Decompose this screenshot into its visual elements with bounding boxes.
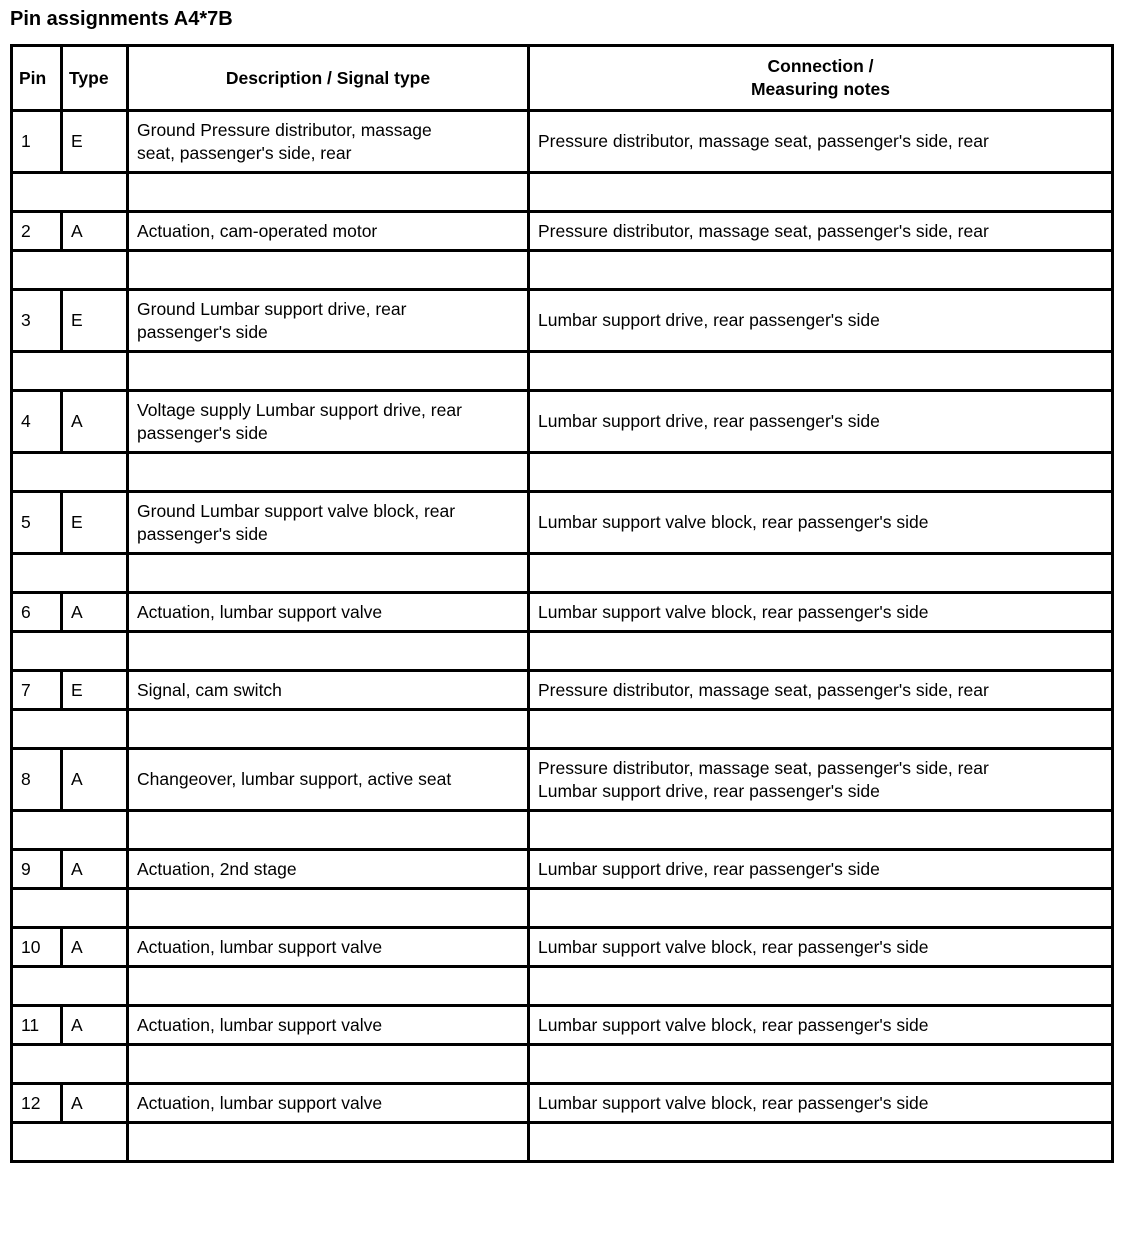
type-cell: A xyxy=(62,850,128,889)
description-line: Actuation, lumbar support valve xyxy=(137,1014,383,1035)
blank-pin-type-cell xyxy=(12,967,128,1006)
pin-cell: 1 xyxy=(12,111,62,173)
table-row xyxy=(12,1006,1113,1045)
description-line: Ground Lumbar support drive, rear xyxy=(137,298,407,319)
connection-cell xyxy=(529,1084,1113,1123)
description-line: Actuation, cam-operated motor xyxy=(137,220,378,241)
type-cell: A xyxy=(62,593,128,632)
blank-row xyxy=(12,710,1113,749)
blank-pin-type-cell xyxy=(12,811,128,850)
description-cell xyxy=(128,212,529,251)
header-connection-line1: Connection / xyxy=(767,56,874,76)
blank-connection-cell xyxy=(529,453,1113,492)
type-cell: E xyxy=(62,492,128,554)
description-line: seat, passenger's side, rear xyxy=(137,142,352,163)
table-row xyxy=(12,111,1113,173)
description-line: Ground Lumbar support valve block, rear xyxy=(137,500,456,521)
header-type: Type xyxy=(62,46,128,111)
description-cell xyxy=(128,749,529,811)
blank-pin-type-cell xyxy=(12,710,128,749)
blank-pin-type-cell xyxy=(12,352,128,391)
blank-row xyxy=(12,251,1113,290)
pin-cell: 11 xyxy=(12,1006,62,1045)
type-cell: E xyxy=(62,290,128,352)
description-cell xyxy=(128,1006,529,1045)
pin-cell: 9 xyxy=(12,850,62,889)
description-line: passenger's side xyxy=(137,321,268,342)
blank-connection-cell xyxy=(529,710,1113,749)
table-row xyxy=(12,671,1113,710)
connection-cell xyxy=(529,749,1113,811)
blank-row xyxy=(12,173,1113,212)
blank-connection-cell xyxy=(529,352,1113,391)
blank-connection-cell xyxy=(529,173,1113,212)
blank-row xyxy=(12,889,1113,928)
connection-line: Lumbar support valve block, rear passenger's side xyxy=(538,1014,929,1035)
blank-row xyxy=(12,1045,1113,1084)
type-cell: A xyxy=(62,212,128,251)
table-header-row xyxy=(12,46,1113,111)
description-line: Changeover, lumbar support, active seat xyxy=(137,769,452,789)
pin-cell: 4 xyxy=(12,391,62,453)
blank-pin-type-cell xyxy=(12,1123,128,1162)
blank-pin-type-cell xyxy=(12,554,128,593)
blank-connection-cell xyxy=(529,811,1113,850)
blank-pin-type-cell xyxy=(12,632,128,671)
description-line: passenger's side xyxy=(137,422,268,443)
blank-description-cell xyxy=(128,251,529,290)
connection-cell xyxy=(529,111,1113,173)
blank-connection-cell xyxy=(529,251,1113,290)
description-line: Voltage supply Lumbar support drive, rear xyxy=(137,399,462,420)
description-cell xyxy=(128,290,529,352)
blank-description-cell xyxy=(128,811,529,850)
description-cell xyxy=(128,391,529,453)
connection-cell xyxy=(529,492,1113,554)
table-row xyxy=(12,1084,1113,1123)
page-title: Pin assignments A4*7B xyxy=(10,8,233,30)
header-description: Description / Signal type xyxy=(128,46,529,111)
blank-row xyxy=(12,453,1113,492)
table-row xyxy=(12,212,1113,251)
blank-connection-cell xyxy=(529,554,1113,593)
blank-connection-cell xyxy=(529,1045,1113,1084)
description-cell xyxy=(128,671,529,710)
blank-row xyxy=(12,554,1113,593)
blank-description-cell xyxy=(128,453,529,492)
blank-description-cell xyxy=(128,632,529,671)
blank-description-cell xyxy=(128,554,529,593)
connection-line: Lumbar support drive, rear passenger's side xyxy=(538,780,880,801)
table-row xyxy=(12,850,1113,889)
table-row xyxy=(12,492,1113,554)
pin-cell: 5 xyxy=(12,492,62,554)
blank-pin-type-cell xyxy=(12,251,128,290)
table-row xyxy=(12,749,1113,811)
type-cell: E xyxy=(62,111,128,173)
pin-cell: 12 xyxy=(12,1084,62,1123)
blank-description-cell xyxy=(128,352,529,391)
type-cell: E xyxy=(62,671,128,710)
table-row xyxy=(12,593,1113,632)
type-cell: A xyxy=(62,928,128,967)
description-cell xyxy=(128,928,529,967)
header-pin: Pin xyxy=(12,46,62,111)
table-row xyxy=(12,290,1113,352)
pin-cell: 7 xyxy=(12,671,62,710)
blank-description-cell xyxy=(128,1123,529,1162)
pin-cell: 2 xyxy=(12,212,62,251)
blank-pin-type-cell xyxy=(12,453,128,492)
blank-row xyxy=(12,967,1113,1006)
connection-line: Lumbar support valve block, rear passenger's side xyxy=(538,936,929,957)
blank-description-cell xyxy=(128,173,529,212)
blank-connection-cell xyxy=(529,967,1113,1006)
type-cell: A xyxy=(62,749,128,811)
connection-line: Pressure distributor, massage seat, passenger's side, rear xyxy=(538,757,989,778)
blank-connection-cell xyxy=(529,1123,1113,1162)
type-cell: A xyxy=(62,1084,128,1123)
description-line: Actuation, 2nd stage xyxy=(137,858,297,879)
description-cell xyxy=(128,593,529,632)
connection-line: Lumbar support drive, rear passenger's side xyxy=(538,411,880,431)
connection-cell xyxy=(529,593,1113,632)
pin-assignment-table xyxy=(10,44,1114,1163)
connection-line: Lumbar support valve block, rear passenger's side xyxy=(538,601,929,622)
blank-description-cell xyxy=(128,710,529,749)
blank-connection-cell xyxy=(529,889,1113,928)
connection-line: Lumbar support valve block, rear passenger's side xyxy=(538,1092,929,1113)
type-cell: A xyxy=(62,391,128,453)
blank-description-cell xyxy=(128,1045,529,1084)
connection-line: Pressure distributor, massage seat, passenger's side, rear xyxy=(538,679,989,700)
description-line: Ground Pressure distributor, massage xyxy=(137,119,432,140)
blank-pin-type-cell xyxy=(12,1045,128,1084)
connection-line: Pressure distributor, massage seat, passenger's side, rear xyxy=(538,131,989,151)
blank-row xyxy=(12,632,1113,671)
connection-cell xyxy=(529,391,1113,453)
description-cell xyxy=(128,111,529,173)
description-cell xyxy=(128,850,529,889)
connection-line: Pressure distributor, massage seat, passenger's side, rear xyxy=(538,220,989,241)
blank-description-cell xyxy=(128,889,529,928)
description-line: Signal, cam switch xyxy=(137,679,282,700)
blank-pin-type-cell xyxy=(12,173,128,212)
description-line: Actuation, lumbar support valve xyxy=(137,601,383,622)
connection-line: Lumbar support drive, rear passenger's side xyxy=(538,858,880,879)
connection-cell xyxy=(529,850,1113,889)
connection-line: Lumbar support valve block, rear passenger's side xyxy=(538,512,929,532)
description-cell xyxy=(128,492,529,554)
blank-row xyxy=(12,352,1113,391)
table-row xyxy=(12,391,1113,453)
blank-row xyxy=(12,811,1113,850)
connection-line: Lumbar support drive, rear passenger's side xyxy=(538,310,880,330)
description-line: Actuation, lumbar support valve xyxy=(137,936,383,957)
header-connection xyxy=(529,46,1113,111)
pin-cell: 3 xyxy=(12,290,62,352)
description-line: Actuation, lumbar support valve xyxy=(137,1092,383,1113)
type-cell: A xyxy=(62,1006,128,1045)
pin-cell: 6 xyxy=(12,593,62,632)
blank-connection-cell xyxy=(529,632,1113,671)
connection-cell xyxy=(529,1006,1113,1045)
pin-cell: 10 xyxy=(12,928,62,967)
connection-cell xyxy=(529,290,1113,352)
table-row xyxy=(12,928,1113,967)
header-connection-line2: Measuring notes xyxy=(750,79,891,99)
description-line: passenger's side xyxy=(137,523,268,544)
connection-cell xyxy=(529,671,1113,710)
connection-cell xyxy=(529,928,1113,967)
blank-row xyxy=(12,1123,1113,1162)
connection-cell xyxy=(529,212,1113,251)
description-cell xyxy=(128,1084,529,1123)
blank-description-cell xyxy=(128,967,529,1006)
pin-cell: 8 xyxy=(12,749,62,811)
blank-pin-type-cell xyxy=(12,889,128,928)
